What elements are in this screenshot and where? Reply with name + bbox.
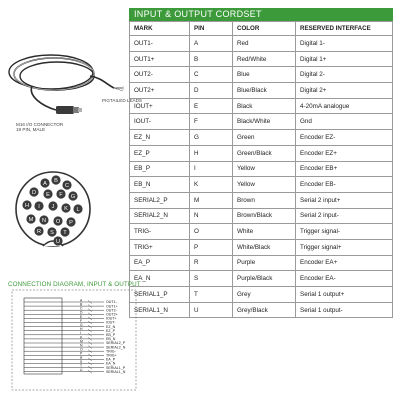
pin-letter: N [41,218,47,225]
table-row [130,208,393,224]
wire-mark-label: OUT2+ [106,312,118,317]
cell-interface: Serial 2 input- [296,208,393,224]
wire-pin-label: T [80,364,83,368]
table-row [130,224,393,240]
cell-interface: Serial 2 input+ [296,192,393,208]
cell-pin: K [190,177,233,193]
cell-pin: E [190,98,233,114]
pin-letter: H [24,203,30,210]
cell-mark: SERIAL2_P [130,192,190,208]
connector-pinout [12,168,94,250]
cell-pin: B [190,51,233,67]
pin-letter: L [76,207,80,214]
cell-interface: Encoder EB+ [296,161,393,177]
cell-color: Black/White [233,114,296,130]
cell-interface: Digital 2- [296,67,393,83]
cell-interface: Encoder EZ+ [296,145,393,161]
cell-pin: R [190,255,233,271]
cell-interface: Encoder EZ- [296,130,393,146]
table-row [130,98,393,114]
pin-letter: S [50,230,54,237]
wire-pin-label: U [80,368,83,373]
wire-pin-label: M [80,339,83,344]
wire-mark-label: TRIG+ [106,353,117,358]
wire-pin-label: N [80,343,83,348]
header-interface: RESERVED INTERFACE [296,22,393,36]
cell-pin: D [190,83,233,99]
header-color: COLOR [233,22,296,36]
wire-pin-label: H [80,327,83,332]
wire-mark-label: SERIAL1_P [106,365,126,370]
header-pin: PIN [190,22,233,36]
cell-pin: C [190,67,233,83]
cell-pin: M [190,192,233,208]
wire-pin-label: B [80,302,83,307]
cell-pin: T [190,287,233,303]
cell-color: Red [233,36,296,52]
wire-mark-label: EB_P [106,333,116,337]
table-row [130,114,393,130]
table-row [130,302,393,318]
cell-mark: IOUT+ [130,98,190,114]
wire-mark-label: OUT1- [106,300,117,305]
wire-pin-label: K [80,335,83,340]
wire-mark-label: TRIG- [106,349,116,354]
cell-pin: A [190,36,233,52]
cell-mark: EA_P [130,255,190,271]
wire-mark-label: EZ_P [106,328,115,333]
wire-mark-label: IOUT+ [106,316,117,321]
pin-letter: D [31,190,37,197]
cell-mark: IOUT- [130,114,190,130]
cell-interface: Encoder EA- [296,271,393,287]
pin-letter: F [59,192,63,199]
cell-mark: TRIG+ [130,239,190,255]
cell-mark: EZ_N [130,130,190,146]
cell-pin: N [190,208,233,224]
pin-letter: C [64,183,70,190]
cell-mark: OUT2- [130,67,190,83]
pin-letter: M [28,217,34,224]
cell-color: Blue/Black [233,83,296,99]
wire-mark-label: SERIAL2_N [106,345,126,350]
wire-pin-label: G [80,323,83,327]
table-title: INPUT & OUTPUT CORDSET [129,8,393,21]
cell-mark: EB_N [130,177,190,193]
pin-letter: T [63,230,67,237]
wire-pin-label: O [80,347,83,352]
cable-illustration [2,36,142,146]
cell-interface: Digital 2+ [296,83,393,99]
table-header-row [130,22,393,36]
wire-mark-label: OUT2- [106,308,117,313]
wire-mark-label: EA_P [106,357,116,362]
connector-label-line2: 19 PIN, MALE [16,127,46,132]
cell-pin: I [190,161,233,177]
connection-diagram [10,288,140,394]
cell-color: Brown/Black [233,208,296,224]
cell-color: Black [233,98,296,114]
cell-mark: SERIAL2_N [130,208,190,224]
table-row [130,161,393,177]
cell-interface: Digital 1+ [296,51,393,67]
cell-color: Green/Black [233,145,296,161]
cell-interface: Trigger signal+ [296,239,393,255]
cell-color: Yellow [233,177,296,193]
pin-letter: A [43,181,47,188]
cell-color: Grey/Black [233,302,296,318]
cell-color: Red/White [233,51,296,67]
connection-diagram-drawing [10,288,140,394]
cell-mark: SERIAL1_N [130,302,190,318]
wire-pin-label: A [80,298,83,303]
cell-color: Purple/Black [233,271,296,287]
table-row [130,145,393,161]
cell-interface: Serial 1 output+ [296,287,393,303]
cell-interface: Digital 1- [296,36,393,52]
pin-letter: B [54,178,58,185]
pin-letter: J [51,204,55,211]
cell-pin: F [190,114,233,130]
wire-mark-label: EA_N [106,361,116,366]
wire-pin-label: P [80,351,83,356]
pin-letter: E [46,192,50,199]
cell-color: White/Black [233,239,296,255]
table-row [130,130,393,146]
cell-mark: OUT1+ [130,51,190,67]
pigtailed-leads-label: PIGTAILED LEADS [102,98,142,103]
cordset-table [129,21,393,318]
cell-color: White [233,224,296,240]
wire-pin-label: C [80,306,83,311]
cell-color: Grey [233,287,296,303]
wire-mark-label: SERIAL1_N [106,369,126,374]
connector-label-line1: M16 I/O CONNECTOR [16,122,64,127]
cordset-table-panel [129,8,393,318]
wire-pin-label: S [80,359,83,364]
cell-mark: OUT1- [130,36,190,52]
cell-color: Green [233,130,296,146]
table-row [130,67,393,83]
wire-pin-label: E [80,314,83,319]
wire-mark-label: SERIAL2_P [106,341,126,346]
pin-letter: I [38,204,40,211]
pin-letter: U [55,239,61,246]
wire-pin-label: F [80,318,83,323]
wire-pin-label: R [80,355,83,360]
cell-color: Yellow [233,161,296,177]
cell-color: Purple [233,255,296,271]
cell-pin: P [190,239,233,255]
cell-mark: EB_P [130,161,190,177]
cell-mark: SERIAL1_P [130,287,190,303]
cell-mark: OUT2+ [130,83,190,99]
pin-letter: P [69,220,73,227]
table-row [130,239,393,255]
cell-pin: U [190,302,233,318]
table-row [130,287,393,303]
pin-letter: R [36,229,42,236]
cell-interface: Encoder EB- [296,177,393,193]
cell-color: Blue [233,67,296,83]
table-row [130,51,393,67]
table-row [130,271,393,287]
header-mark: MARK [130,22,190,36]
pin-letter: G [70,194,76,201]
table-row [130,177,393,193]
wire-mark-label: EB_N [106,337,116,342]
wire-mark-label: EZ_N [106,324,116,329]
cell-mark: TRIG- [130,224,190,240]
cell-interface: Encoder EA+ [296,255,393,271]
table-row [130,192,393,208]
cell-interface: Trigger signal- [296,224,393,240]
wire-mark-label: IOUT- [106,320,116,325]
cell-color: Brown [233,192,296,208]
table-row [130,36,393,52]
cell-interface: 4-20mA analogue [296,98,393,114]
cell-mark: EZ_P [130,145,190,161]
table-row [130,83,393,99]
diagram-title: CONNECTION DIAGRAM, INPUT & OUTPUT [8,281,141,288]
connector-face [12,168,94,250]
pin-letter: K [64,206,68,213]
wire-pin-label: D [80,310,83,315]
table-row [130,255,393,271]
cell-pin: G [190,130,233,146]
cell-interface: Serial 1 output- [296,302,393,318]
cell-pin: H [190,145,233,161]
cell-pin: S [190,271,233,287]
wire-pin-label: I [80,331,81,336]
cell-pin: O [190,224,233,240]
pin-letter: O [55,219,61,226]
cell-mark: EA_N [130,271,190,287]
wire-mark-label: OUT1+ [106,304,118,309]
cell-interface: Gnd [296,114,393,130]
